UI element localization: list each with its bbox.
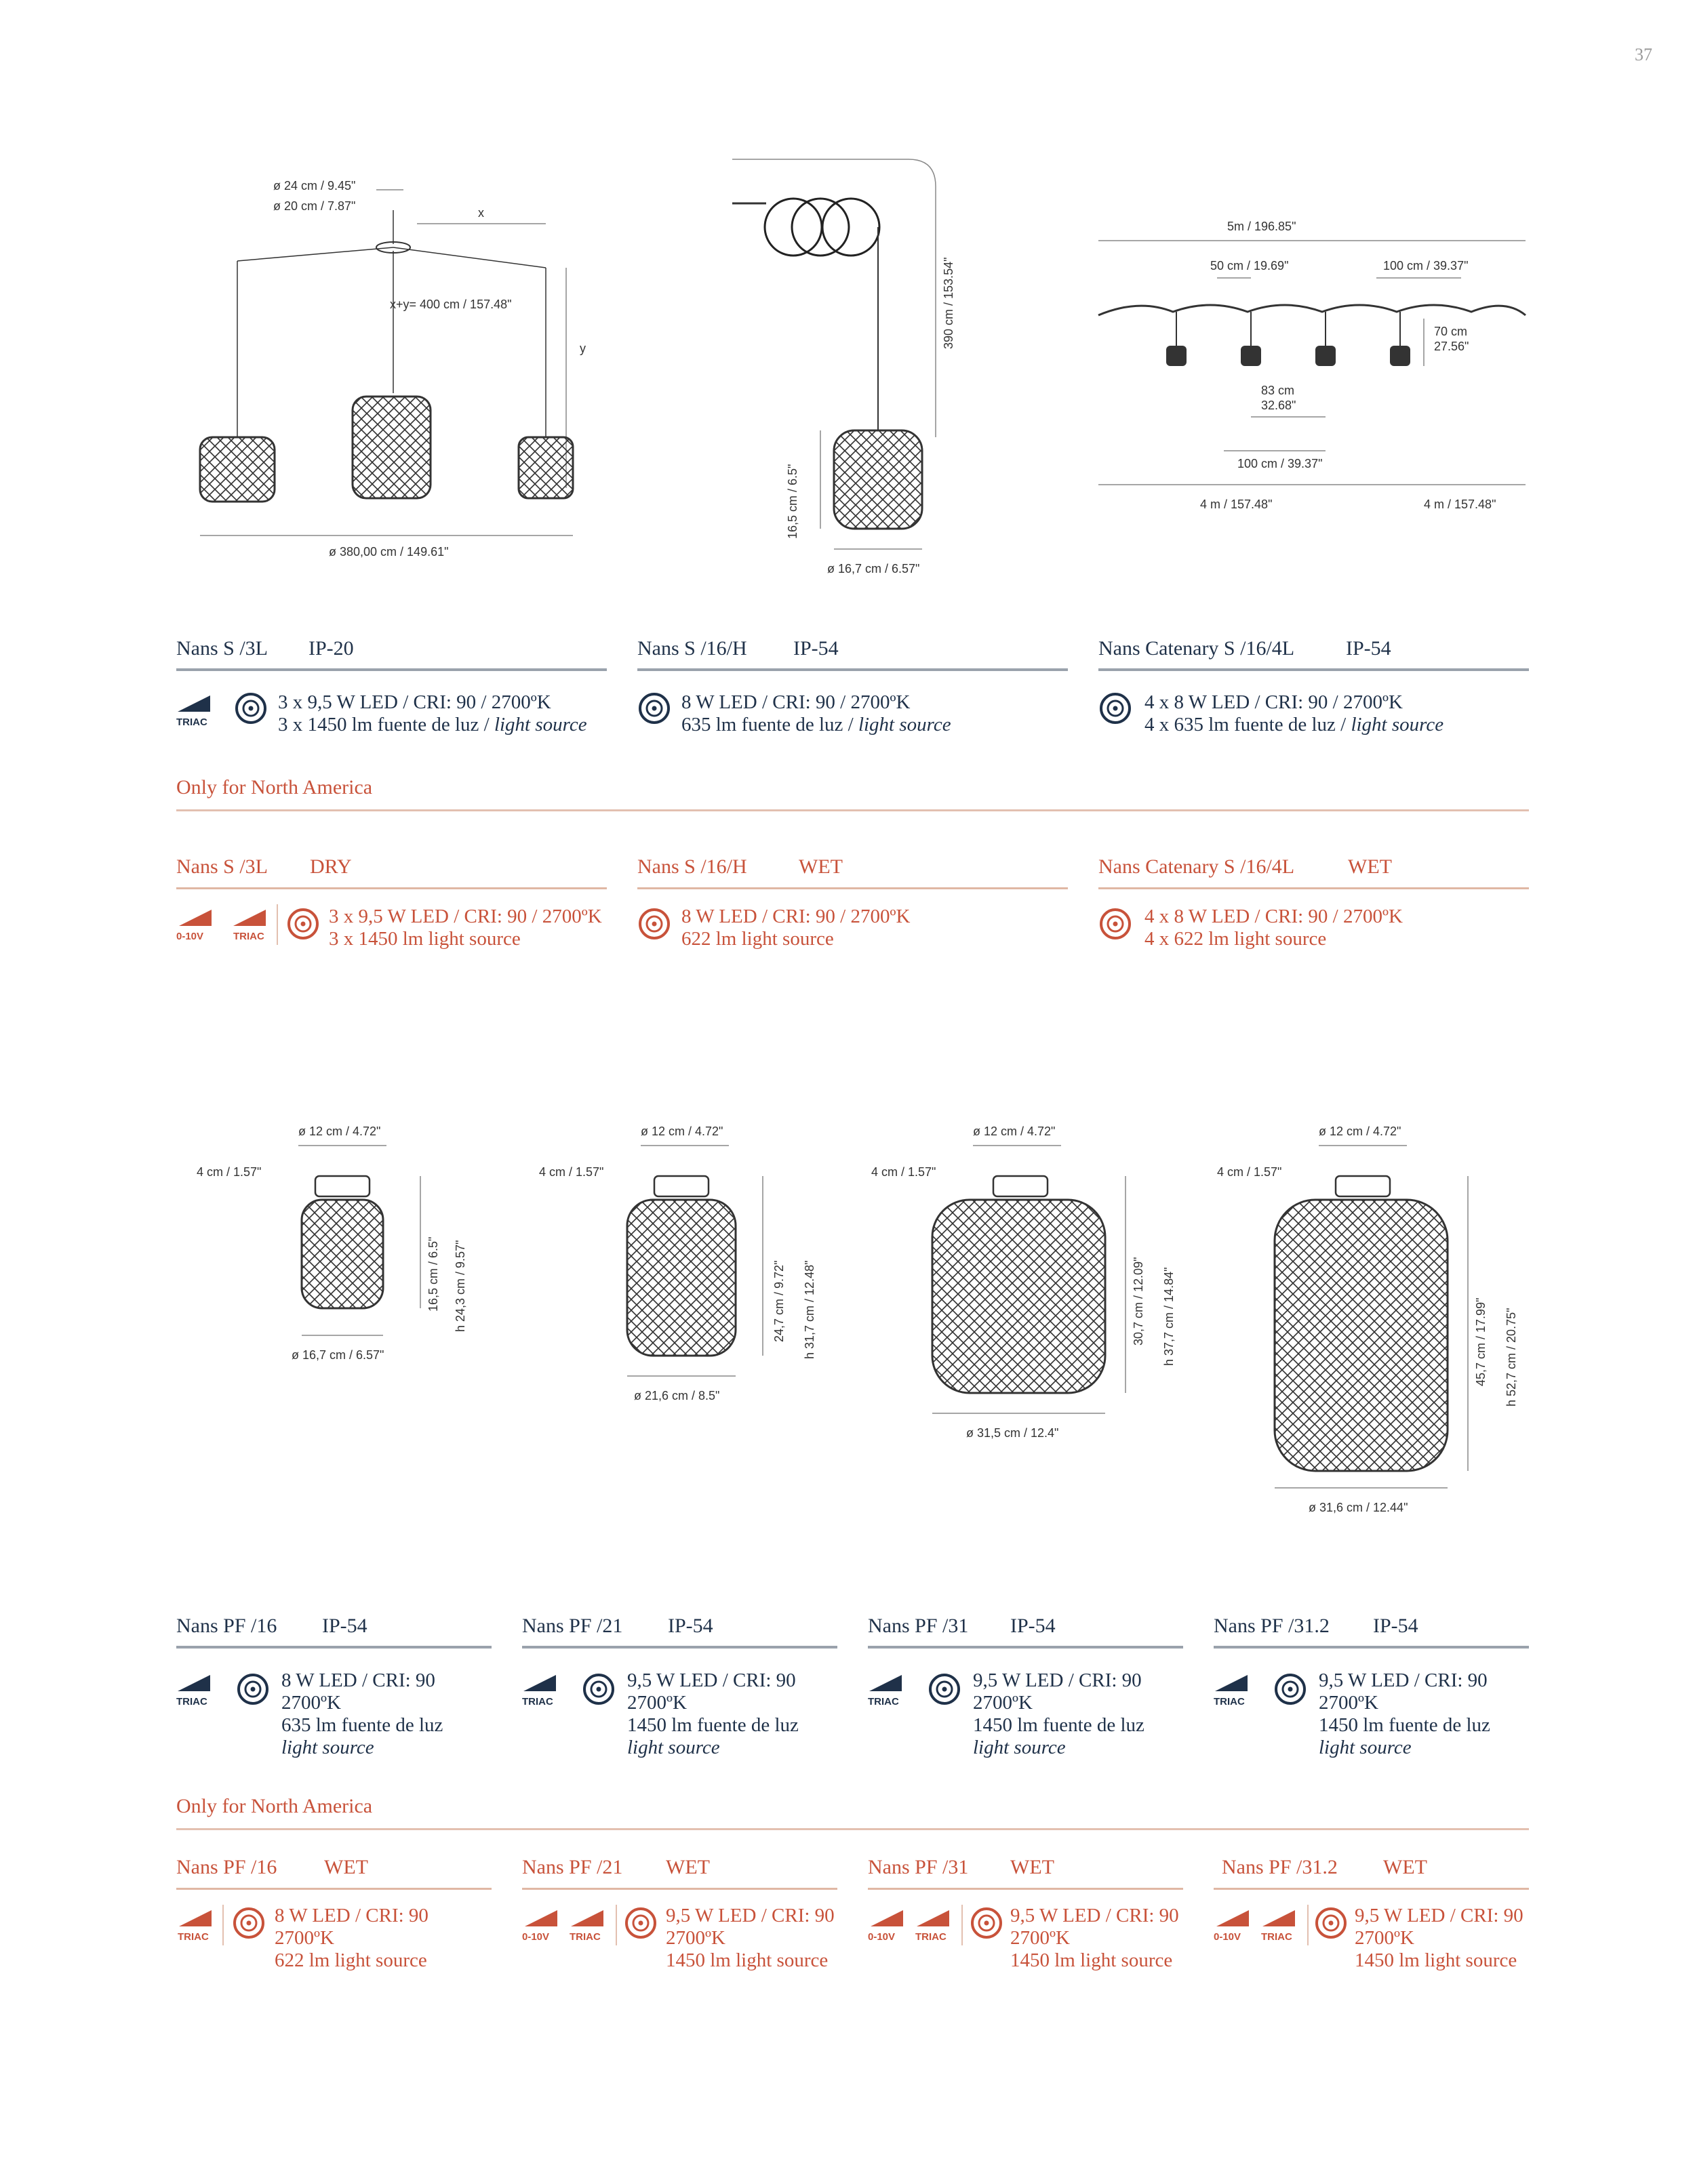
dimmer-0-10v-icon	[1214, 1906, 1252, 1941]
dim-pitch-in: 32.68"	[1261, 399, 1296, 412]
dim-total-5m: 5m / 196.85"	[1227, 220, 1296, 233]
dim-left-4m: 4 m / 157.48"	[1200, 498, 1273, 511]
triac-icon	[176, 1671, 212, 1706]
divider	[277, 904, 278, 945]
shade-left	[200, 437, 275, 502]
dim-h2: h 24,3 cm / 9.57"	[454, 1240, 467, 1332]
dim-spacing-100b: 100 cm / 39.37"	[1237, 457, 1323, 470]
svg-text:TRIAC: TRIAC	[1214, 1696, 1245, 1706]
led-source-icon	[1098, 907, 1132, 941]
led-source-icon	[1098, 691, 1132, 725]
diagram-nans-pf-31	[871, 1115, 1197, 1454]
svg-text:TRIAC: TRIAC	[178, 1931, 209, 1941]
triac-icon	[176, 1906, 214, 1941]
spec-text: 9,5 W LED / CRI: 90 2700ºK 1450 lm fuente de luz light source	[1319, 1670, 1490, 1758]
triac-icon	[868, 1671, 903, 1706]
dim-top: ø 12 cm / 4.72"	[298, 1125, 381, 1138]
catenary-shade-3	[1315, 346, 1336, 366]
model-header: Nans PF /21 IP-54	[522, 1615, 837, 1649]
spec-text: 9,5 W LED / CRI: 90 2700ºK 1450 lm light source	[1355, 1905, 1523, 1971]
dim-drop-in: 27.56"	[1434, 340, 1469, 353]
page-number: 37	[1635, 45, 1652, 64]
model-header-us: Nans PF /31.2 WET	[1214, 1856, 1529, 1890]
svg-text:TRIAC: TRIAC	[233, 931, 264, 941]
model-header-us: Nans PF /21 WET	[522, 1856, 837, 1890]
svg-text:0-10V: 0-10V	[522, 1931, 550, 1941]
catenary-shade-4	[1390, 346, 1410, 366]
svg-text:TRIAC: TRIAC	[176, 716, 207, 727]
svg-text:TRIAC: TRIAC	[915, 1931, 947, 1941]
divider	[616, 1905, 617, 1945]
shade-center	[353, 397, 431, 498]
led-source-icon	[637, 691, 671, 725]
spec-text: 8 W LED / CRI: 90 / 2700ºK 635 lm fuente de luz / light source	[681, 691, 951, 735]
spec-text: 8 W LED / CRI: 90 2700ºK 635 lm fuente de luz light source	[281, 1670, 443, 1758]
dim-spacing-100: 100 cm / 39.37"	[1383, 259, 1469, 272]
svg-text:0-10V: 0-10V	[1214, 1931, 1241, 1941]
dim-side: 4 cm / 1.57"	[539, 1165, 604, 1179]
dim-base: ø 31,5 cm / 12.4"	[966, 1426, 1059, 1440]
dim-h2: h 37,7 cm / 14.84"	[1162, 1267, 1176, 1366]
model-header: Nans PF /31 IP-54	[868, 1615, 1183, 1649]
dim-diameter-20: ø 20 cm / 7.87"	[273, 199, 356, 213]
dim-height-390: 390 cm / 153.54"	[942, 257, 955, 349]
dim-base: ø 21,6 cm / 8.5"	[634, 1389, 720, 1402]
model-header-us: Nans S /16/H WET	[637, 855, 1068, 889]
dim-h1: 30,7 cm / 12.09"	[1132, 1257, 1145, 1346]
dim-top: ø 12 cm / 4.72"	[1319, 1125, 1401, 1138]
svg-text:0-10V: 0-10V	[176, 931, 204, 941]
dim-xy: x+y= 400 cm / 157.48"	[390, 298, 512, 311]
model-header-us: Nans S /3L DRY	[176, 855, 607, 889]
model-header: Nans PF /16 IP-54	[176, 1615, 492, 1649]
dim-diameter-24: ø 24 cm / 9.45"	[273, 179, 356, 193]
led-source-icon	[286, 907, 320, 941]
dim-drop-70: 70 cm	[1434, 325, 1468, 338]
catenary-shade-1	[1166, 346, 1187, 366]
dim-base: ø 31,6 cm / 12.44"	[1309, 1501, 1408, 1514]
model-header: Nans Catenary S /16/4L IP-54	[1098, 637, 1529, 671]
triac-icon	[568, 1906, 606, 1941]
spec-text: 9,5 W LED / CRI: 90 2700ºK 1450 lm light source	[666, 1905, 835, 1971]
dim-x: x	[478, 206, 484, 220]
led-source-icon	[637, 907, 671, 941]
dim-base-16-7: ø 16,7 cm / 6.57"	[827, 562, 920, 575]
dim-pitch-83: 83 cm	[1261, 384, 1295, 397]
model-header-us: Nans Catenary S /16/4L WET	[1098, 855, 1529, 889]
spec-text: 8 W LED / CRI: 90 2700ºK 622 lm light source	[275, 1905, 429, 1971]
led-source-icon	[1273, 1672, 1307, 1706]
diagram-nans-pf-16	[190, 1115, 495, 1379]
led-source-icon	[232, 1906, 266, 1940]
led-source-icon	[928, 1672, 961, 1706]
triac-icon	[231, 906, 268, 941]
dim-side: 4 cm / 1.57"	[871, 1165, 936, 1179]
svg-text:TRIAC: TRIAC	[176, 1696, 207, 1706]
spec-text: 3 x 9,5 W LED / CRI: 90 / 2700ºK 3 x 1450 lm light source	[329, 906, 602, 950]
spec-text: 8 W LED / CRI: 90 / 2700ºK 622 lm light source	[681, 906, 911, 950]
spec-text: 3 x 9,5 W LED / CRI: 90 / 2700ºK 3 x 1450 lm fuente de luz / light source	[278, 691, 587, 735]
svg-text:TRIAC: TRIAC	[1261, 1931, 1292, 1941]
dim-h2: h 31,7 cm / 12.48"	[803, 1260, 816, 1359]
svg-text:TRIAC: TRIAC	[522, 1696, 553, 1706]
svg-text:TRIAC: TRIAC	[570, 1931, 601, 1941]
model-header: Nans PF /31.2 IP-54	[1214, 1615, 1529, 1649]
dim-shade-height: 16,5 cm / 6.5"	[786, 464, 799, 539]
model-header: Nans S /3L IP-20	[176, 637, 607, 671]
dim-h1: 24,7 cm / 9.72"	[772, 1260, 786, 1342]
dim-h1: 45,7 cm / 17.99"	[1474, 1297, 1488, 1386]
shade-pf31	[932, 1200, 1105, 1393]
triac-icon	[914, 1906, 952, 1941]
led-source-icon	[582, 1672, 616, 1706]
led-source-icon	[624, 1906, 658, 1940]
spec-text: 9,5 W LED / CRI: 90 2700ºK 1450 lm fuente de luz light source	[627, 1670, 799, 1758]
north-america-note: Only for North America	[176, 1795, 1529, 1830]
catenary-shade-2	[1241, 346, 1261, 366]
dimmer-0-10v-icon	[176, 906, 214, 941]
svg-text:0-10V: 0-10V	[868, 1931, 896, 1941]
led-source-icon	[236, 1672, 270, 1706]
shade-16h	[834, 430, 922, 529]
model-header: Nans S /16/H IP-54	[637, 637, 1068, 671]
dim-base: ø 16,7 cm / 6.57"	[292, 1348, 384, 1362]
shade-pf31-2	[1275, 1200, 1448, 1471]
led-source-icon	[234, 691, 268, 725]
dim-top: ø 12 cm / 4.72"	[641, 1125, 723, 1138]
model-header-us: Nans PF /16 WET	[176, 1856, 492, 1890]
dim-h2: h 52,7 cm / 20.75"	[1505, 1308, 1518, 1407]
dim-spacing-50: 50 cm / 19.69"	[1210, 259, 1289, 272]
model-header-us: Nans PF /31 WET	[868, 1856, 1183, 1890]
dim-y: y	[580, 342, 586, 355]
svg-text:TRIAC: TRIAC	[868, 1696, 899, 1706]
led-source-icon	[970, 1906, 1003, 1940]
diagram-nans-s-16h	[725, 153, 983, 593]
dim-side: 4 cm / 1.57"	[1217, 1165, 1282, 1179]
shade-pf21	[627, 1200, 736, 1356]
dim-top: ø 12 cm / 4.72"	[973, 1125, 1056, 1138]
dim-h1: 16,5 cm / 6.5"	[426, 1236, 440, 1312]
dimmer-0-10v-icon	[522, 1906, 560, 1941]
led-source-icon	[1314, 1906, 1348, 1940]
divider	[961, 1905, 963, 1945]
triac-icon	[176, 691, 212, 727]
diagram-nans-pf-31-2	[1217, 1115, 1542, 1522]
spec-text: 9,5 W LED / CRI: 90 2700ºK 1450 lm fuente de luz light source	[973, 1670, 1144, 1758]
divider	[1307, 1905, 1309, 1945]
diagram-nans-catenary	[1092, 210, 1532, 522]
shade-pf16	[302, 1200, 383, 1308]
spec-text: 4 x 8 W LED / CRI: 90 / 2700ºK 4 x 622 lm light source	[1144, 906, 1403, 950]
diagram-nans-pf-21	[539, 1115, 851, 1413]
diagram-nans-s-3l	[193, 169, 614, 569]
dim-base-380: ø 380,00 cm / 149.61"	[329, 545, 449, 559]
spec-text: 9,5 W LED / CRI: 90 2700ºK 1450 lm light source	[1010, 1905, 1179, 1971]
triac-icon	[1260, 1906, 1298, 1941]
dim-right-4m: 4 m / 157.48"	[1424, 498, 1496, 511]
north-america-note: Only for North America	[176, 776, 1529, 811]
shade-right	[519, 437, 573, 498]
dim-side: 4 cm / 1.57"	[197, 1165, 262, 1179]
dimmer-0-10v-icon	[868, 1906, 906, 1941]
triac-icon	[1214, 1671, 1249, 1706]
triac-icon	[522, 1671, 557, 1706]
divider	[222, 1905, 224, 1945]
spec-text: 4 x 8 W LED / CRI: 90 / 2700ºK 4 x 635 lm fuente de luz / light source	[1144, 691, 1444, 735]
